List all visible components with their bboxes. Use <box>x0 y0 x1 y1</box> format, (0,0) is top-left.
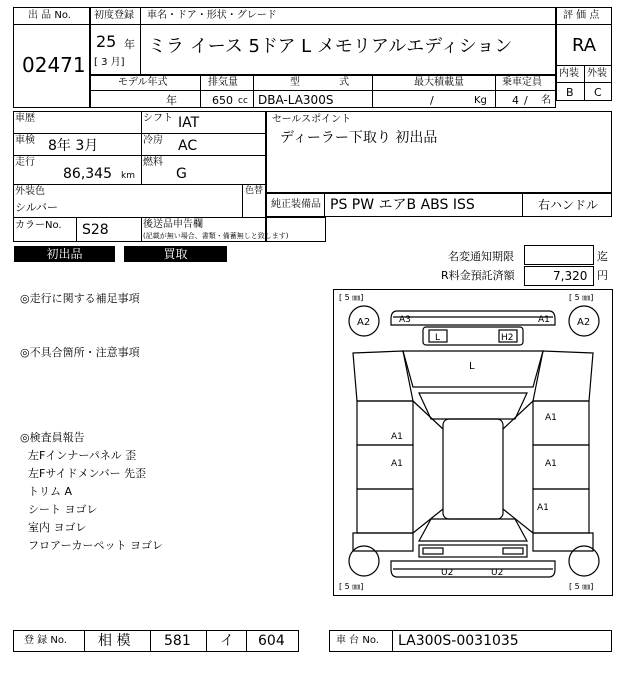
car-name-label: 車名・ドア・形状・グレード <box>147 10 277 21</box>
after-docs-label: 後送品申告欄 <box>143 219 203 230</box>
reg-area: 相 模 <box>98 633 131 649</box>
recycle-value: 7,320 <box>553 269 588 283</box>
inspector-list <box>28 447 163 555</box>
load-unit: Kg <box>474 95 487 106</box>
capacity-label: 乗車定員 <box>502 77 542 88</box>
eval-label: 評 価 点 <box>563 10 600 21</box>
model-label: 型 式 <box>290 77 368 88</box>
reg-label: 初度登録 <box>94 10 134 21</box>
tire-depth-bottom-left: [ 5 ㎜] <box>339 582 364 591</box>
load-label: 最大積載量 <box>414 77 464 88</box>
first-listing-tag: 初出品 <box>14 246 115 262</box>
tail-gate <box>419 545 527 557</box>
color-no-label: カラーNo. <box>15 220 62 231</box>
reg-no-label: 登 録 No. <box>24 635 67 646</box>
history-label: 車歴 <box>15 113 35 124</box>
reg-kana: イ <box>220 633 234 649</box>
displacement-unit: cc <box>238 96 248 106</box>
mileage-label: 走行 <box>15 157 35 168</box>
mileage-unit: km <box>121 171 135 181</box>
car-name: ミラ イース 5ドア L メモリアルエディション <box>148 36 513 57</box>
windshield <box>419 393 527 419</box>
purchase-tag: 買取 <box>124 246 227 262</box>
inspector-line: 左Fサイドメンバー 先歪 <box>28 467 147 480</box>
tire-depth-top-left: [ 5 ㎜] <box>339 293 364 302</box>
model-code: DBA-LA300S <box>258 93 334 107</box>
exterior-color-value: シルバー <box>15 201 58 214</box>
capacity-slash: / <box>524 94 528 107</box>
blank-box <box>266 217 326 242</box>
reg-num: 604 <box>258 633 285 649</box>
light-left-label: L <box>435 333 441 343</box>
interior-label: 内装 <box>559 68 579 79</box>
right-rear-label: A1 <box>537 503 549 513</box>
recall-value-box <box>524 245 594 265</box>
rear-right-fender <box>533 533 593 551</box>
tire-depth-bottom-right: [ 5 ㎜] <box>569 582 594 591</box>
sales-point-value: ディーラー下取り 初出品 <box>280 130 438 146</box>
rear-lamp-left <box>423 548 443 554</box>
right-door-front <box>533 401 589 445</box>
ac-value: AC <box>178 138 198 154</box>
inspector-line: 室内 ヨゴレ <box>28 521 87 534</box>
left-front-fender <box>353 351 413 401</box>
tire-depth-top-right: [ 5 ㎜] <box>569 293 594 302</box>
inspector-line: 左Fインナーパネル 歪 <box>28 449 137 462</box>
exterior-score: C <box>594 86 602 99</box>
capacity-unit: 名 <box>541 95 551 106</box>
shift-value: IAT <box>178 115 200 131</box>
left-door-rear-label: A1 <box>391 459 403 469</box>
front-bumper <box>391 311 555 325</box>
model-year-unit: 年 <box>166 94 177 107</box>
fuel-label: 燃料 <box>143 157 163 168</box>
wheel-right-label: A2 <box>577 317 591 328</box>
hood-label: L <box>469 361 475 372</box>
front-bumper-right-label: A1 <box>538 315 550 325</box>
left-door-front <box>357 401 413 445</box>
year-unit: 年 <box>124 38 135 51</box>
handle-value: 右ハンドル <box>538 198 599 212</box>
reg-month: [ 3 月] <box>94 57 125 68</box>
ac-label: 冷房 <box>143 135 163 146</box>
defects-label: ◎不具合箇所・注意事項 <box>20 346 140 359</box>
recall-unit: 迄 <box>597 250 608 263</box>
inspector-label: ◎検査員報告 <box>20 431 85 444</box>
inspection-value: 8年 3月 <box>48 138 99 154</box>
driving-notes-label: ◎走行に関する補足事項 <box>20 292 140 305</box>
light-right-label: H2 <box>501 333 514 343</box>
sales-point-label: セールスポイント <box>272 114 352 125</box>
reg-year: 25 <box>96 32 117 51</box>
inspector-line: フロアーカーペット ヨゴレ <box>28 539 163 552</box>
car-diagram <box>333 289 613 596</box>
exterior-label: 外装 <box>587 68 607 79</box>
color-change-label: 色替 <box>245 186 264 196</box>
right-door-rear <box>533 445 589 489</box>
reg-class: 581 <box>164 633 191 649</box>
mileage-value: 86,345 <box>63 166 112 182</box>
left-rear-quarter <box>357 489 413 533</box>
right-fender-label: A1 <box>545 413 557 423</box>
equipment-value: PS PW エアB ABS ISS <box>330 197 475 213</box>
rear-window <box>419 519 527 541</box>
color-no-value: S28 <box>82 222 109 238</box>
chassis-value: LA300S-0031035 <box>398 633 519 649</box>
right-front-fender <box>533 351 593 401</box>
wheel-left-label: A2 <box>357 317 371 328</box>
lot-label: 出 品 No. <box>28 10 71 21</box>
fuel-value: G <box>176 166 187 182</box>
rear-right-label: U2 <box>491 568 504 578</box>
interior-score: B <box>566 86 574 99</box>
rear-left-fender <box>353 533 413 551</box>
chassis-label: 車 台 No. <box>336 635 379 646</box>
exterior-color-label: 外装色 <box>15 186 45 197</box>
recycle-unit: 円 <box>597 269 608 282</box>
left-door-rear <box>357 445 413 489</box>
eval-score: RA <box>572 35 597 56</box>
rear-left-label: U2 <box>441 568 454 578</box>
recall-label: 名変通知期限 <box>448 250 514 263</box>
front-bumper-left-label: A3 <box>399 315 411 325</box>
lot-number: 02471 <box>22 53 86 77</box>
equipment-label: 純正装備品 <box>271 199 321 210</box>
right-door-label: A1 <box>545 459 557 469</box>
displacement-label: 排気量 <box>208 77 238 88</box>
displacement: 650 <box>212 94 233 107</box>
inspector-line: シート ヨゴレ <box>28 503 98 516</box>
left-door-front-label: A1 <box>391 432 403 442</box>
capacity: 4 <box>512 94 519 107</box>
inspector-line: トリム A <box>28 485 73 498</box>
roof <box>443 419 503 519</box>
model-year-label: モデル年式 <box>118 77 168 88</box>
inspection-label: 車検 <box>15 135 35 146</box>
recycle-label: R料金預託済額 <box>441 269 515 282</box>
load-slash: / <box>430 94 434 107</box>
rear-lamp-right <box>503 548 523 554</box>
shift-label: シフト <box>143 113 173 124</box>
after-docs-note: (記載が無い場合、書類・備蓄無しと致します) <box>143 232 289 240</box>
